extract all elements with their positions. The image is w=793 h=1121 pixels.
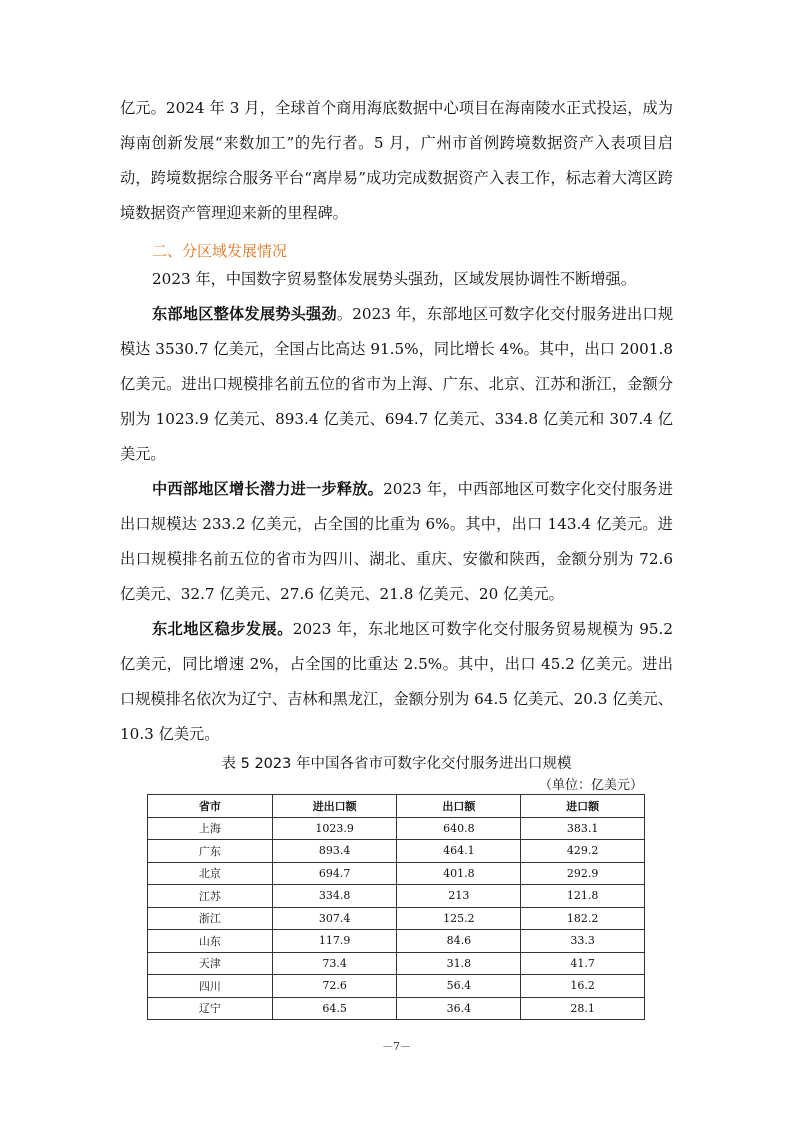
page-number: －7－ — [382, 1040, 411, 1053]
cell-total: 73.4 — [272, 952, 397, 975]
table-row — [148, 840, 645, 863]
paragraph-east — [120, 297, 673, 472]
cell-total: 72.6 — [272, 975, 397, 998]
cell-import: 16.2 — [521, 975, 645, 998]
header-province: 省市 — [148, 795, 273, 818]
cell-province: 辽宁 — [148, 997, 273, 1020]
cell-import: 41.7 — [521, 952, 645, 975]
paragraph-continuation: 亿元。2024 年 3 月，全球首个商用海底数据中心项目在海南陵水正式投运，成为海南创新发展“来数加工”的先行者。5 月，广州市首例跨境数据资产入表项目启动，跨境数据综合服务平台“离岸易”成功完成数据资产入表工作，标志着大湾区跨境数据资产管理迎来新的里程碑。 — [120, 99, 673, 222]
table-unit: （单位：亿美元） — [538, 778, 643, 793]
paragraph-east-body: 。2023 年，东部地区可数字化交付服务进出口规模达 3530.7 亿美元，全国占比高达 91.5%，同比增长 4%。其中，出口 2001.8 亿美元。进出口规模排名前五位的省市为上海、广东、北京、江苏和浙江，金额分别为 1023.9 亿美元、893.4 亿美元、694.7 亿美元、334.8 亿美元和 307.4 亿美元。 — [120, 305, 674, 463]
cell-export: 640.8 — [397, 817, 521, 840]
table-row — [148, 907, 645, 930]
cell-export: 31.8 — [397, 952, 521, 975]
cell-import: 182.2 — [521, 907, 645, 930]
cell-import: 33.3 — [521, 930, 645, 953]
paragraph-northeast-lead: 东北地区稳步发展。 — [152, 620, 293, 638]
cell-export: 125.2 — [397, 907, 521, 930]
paragraph-overview: 2023 年，中国数字贸易整体发展势头强劲，区域发展协调性不断增强。 — [152, 270, 636, 288]
cell-province: 广东 — [148, 840, 273, 863]
cell-export: 401.8 — [397, 862, 521, 885]
table-header-row — [148, 795, 645, 818]
paragraph-east-lead: 东部地区整体发展势头强劲 — [152, 305, 337, 323]
data-table — [147, 794, 645, 1020]
cell-total: 117.9 — [272, 930, 397, 953]
cell-province: 江苏 — [148, 885, 273, 908]
paragraph-central-west-body: 2023 年，中西部地区可数字化交付服务进出口规模达 233.2 亿美元，占全国的比重为 6%。其中，出口 143.4 亿美元。进出口规模排名前五位的省市为四川、湖北、重庆、安徽和陕西，金额分别为 72.6 亿美元、32.7 亿美元、27.6 亿美元、21.8 亿美元、20 亿美元。 — [120, 480, 674, 603]
cell-total: 893.4 — [272, 840, 397, 863]
table-row — [148, 862, 645, 885]
cell-import: 292.9 — [521, 862, 645, 885]
table-row — [148, 817, 645, 840]
header-total: 进出口额 — [272, 795, 397, 818]
table-row — [148, 975, 645, 998]
cell-export: 84.6 — [397, 930, 521, 953]
cell-province: 山东 — [148, 930, 273, 953]
cell-import: 429.2 — [521, 840, 645, 863]
cell-province: 北京 — [148, 862, 273, 885]
cell-export: 213 — [397, 885, 521, 908]
cell-export: 56.4 — [397, 975, 521, 998]
paragraph-central-west-lead: 中西部地区增长潜力进一步释放。 — [152, 480, 384, 498]
cell-import: 28.1 — [521, 997, 645, 1020]
cell-import: 121.8 — [521, 885, 645, 908]
paragraph-northeast — [120, 612, 673, 752]
paragraph-central-west — [120, 472, 673, 612]
paragraph-northeast-body: 2023 年，东北地区可数字化交付服务贸易规模为 95.2 亿美元，同比增速 2%，占全国的比重达 2.5%。其中，出口 45.2 亿美元。进出口规模排名依次为辽宁、吉林和黑龙江，金额分别为 64.5 亿美元、20.3 亿美元、10.3 亿美元。 — [120, 620, 674, 743]
cell-import: 383.1 — [521, 817, 645, 840]
cell-province: 上海 — [148, 817, 273, 840]
cell-total: 694.7 — [272, 862, 397, 885]
table-row — [148, 997, 645, 1020]
table-row — [148, 885, 645, 908]
cell-total: 334.8 — [272, 885, 397, 908]
cell-total: 307.4 — [272, 907, 397, 930]
header-export: 出口额 — [397, 795, 521, 818]
cell-export: 464.1 — [397, 840, 521, 863]
cell-province: 浙江 — [148, 907, 273, 930]
cell-province: 四川 — [148, 975, 273, 998]
table-row — [148, 952, 645, 975]
section-heading: 二、分区域发展情况 — [152, 242, 288, 260]
header-import: 进口额 — [521, 795, 645, 818]
cell-province: 天津 — [148, 952, 273, 975]
table-row — [148, 930, 645, 953]
cell-total: 64.5 — [272, 997, 397, 1020]
cell-export: 36.4 — [397, 997, 521, 1020]
table-title: 表 5 2023 年中国各省市可数字化交付服务进出口规模 — [221, 756, 572, 772]
cell-total: 1023.9 — [272, 817, 397, 840]
